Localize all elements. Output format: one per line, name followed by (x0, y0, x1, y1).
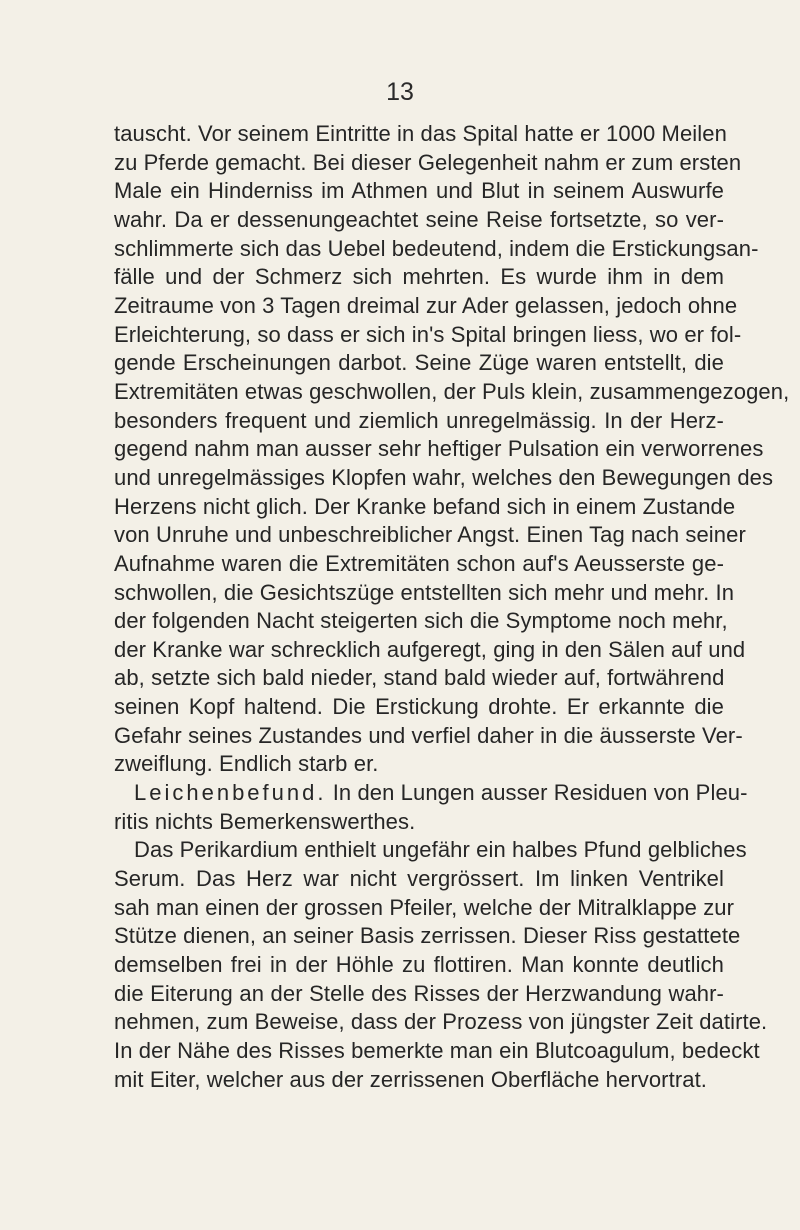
body-text (114, 120, 790, 1094)
text-line: Serum. Das Herz war nicht vergrössert. Im linken Ventrikel (114, 866, 724, 892)
autopsy-line-rest: In den Lungen ausser Residuen von Pleu- (332, 780, 748, 806)
text-line: und unregelmässiges Klopfen wahr, welches den Bewegungen des (114, 464, 774, 490)
autopsy-heading: Leichenbefund. (134, 780, 327, 806)
autopsy-line (114, 779, 748, 808)
text-line: die Eiterung an der Stelle des Risses der Herzwandung wahr- (114, 980, 724, 1006)
text-line: besonders frequent und ziemlich unregelmässig. In der Herz- (114, 407, 724, 433)
text-line: gegend nahm man ausser sehr heftiger Pulsation ein verworrenes (114, 436, 764, 462)
text-line: zu Pferde gemacht. Bei dieser Gelegenheit nahm er zum ersten (114, 149, 742, 175)
text-line: zweiflung. Endlich starb er. (114, 751, 379, 777)
text-line: Male ein Hinderniss im Athmen und Blut in seinem Auswurfe (114, 178, 724, 204)
page-number: 13 (386, 78, 414, 106)
text-line: der folgenden Nacht steigerten sich die Symptome noch mehr, (114, 608, 728, 634)
text-line: ritis nichts Bemerkenswerthes. (114, 808, 416, 834)
text-line: Erleichterung, so dass er sich in's Spital bringen liess, wo er fol- (114, 321, 742, 347)
text-line: Das Perikardium enthielt ungefähr ein halbes Pfund gelbliches (134, 837, 747, 863)
text-line: seinen Kopf haltend. Die Erstickung drohte. Er erkannte die (114, 694, 724, 720)
text-line: Extremitäten etwas geschwollen, der Puls klein, zusammengezogen, (114, 378, 790, 404)
text-line: sah man einen der grossen Pfeiler, welche der Mitralklappe zur (114, 894, 735, 920)
text-line: demselben frei in der Höhle zu flottiren. Man konnte deutlich (114, 952, 724, 978)
text-line: Aufnahme waren die Extremitäten schon auf's Aeusserste ge- (114, 550, 724, 576)
text-line: schlimmerte sich das Uebel bedeutend, indem die Erstickungsan- (114, 235, 759, 261)
text-line: schwollen, die Gesichtszüge entstellten sich mehr und mehr. In (114, 579, 735, 605)
text-line: fälle und der Schmerz sich mehrten. Es wurde ihm in dem (114, 264, 724, 290)
text-line: der Kranke war schrecklich aufgeregt, ging in den Sälen auf und (114, 636, 746, 662)
text-line: In der Nähe des Risses bemerkte man ein Blutcoagulum, bedeckt (114, 1038, 760, 1063)
text-line: wahr. Da er dessenungeachtet seine Reise fortsetzte, so ver- (114, 206, 724, 232)
text-line: Stütze dienen, an seiner Basis zerrissen. Dieser Riss gestattete (114, 923, 741, 949)
text-line: tauscht. Vor seinem Eintritte in das Spital hatte er 1000 Meilen (114, 121, 727, 146)
text-line: von Unruhe und unbeschreiblicher Angst. Einen Tag nach seiner (114, 522, 746, 548)
text-line: Zeitraume von 3 Tagen dreimal zur Ader gelassen, jedoch ohne (114, 292, 738, 318)
text-line: Herzens nicht glich. Der Kranke befand sich in einem Zustande (114, 493, 736, 519)
text-line: nehmen, zum Beweise, dass der Prozess von jüngster Zeit datirte. (114, 1009, 768, 1035)
text-line: Gefahr seines Zustandes und verfiel daher in die äusserste Ver- (114, 722, 743, 748)
text-line: ab, setzte sich bald nieder, stand bald wieder auf, fortwährend (114, 665, 725, 691)
text-line: mit Eiter, welcher aus der zerrissenen Oberfläche hervortrat. (114, 1066, 708, 1092)
text-line: gende Erscheinungen darbot. Seine Züge waren entstellt, die (114, 350, 724, 376)
